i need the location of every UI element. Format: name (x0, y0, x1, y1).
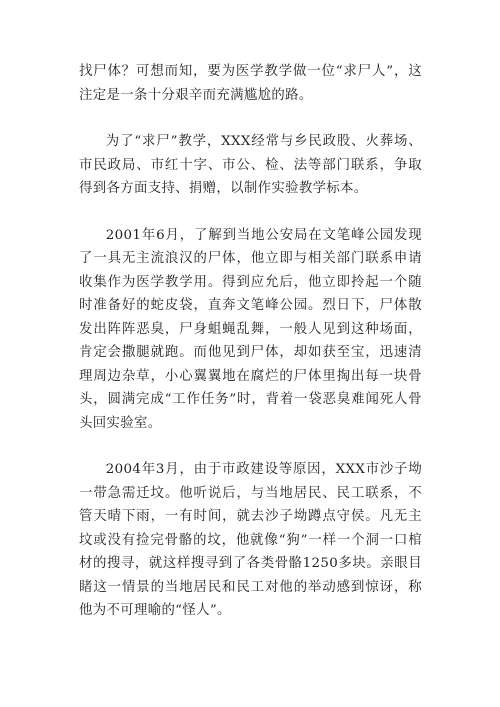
paragraph-2: 为了“求尸”教学，XXX经常与乡民政股、火葬场、市民政局、市红十字、市公、检、法等部门联系，争取得到各方面支持、捐赠，以制作实验教学标本。 (79, 134, 422, 196)
paragraph-3: 2001年6月，了解到当地公安局在文笔峰公园发现了一具无主流浪汉的尸体，他立即与相关部门联系申请收集作为医学教学用。得到应允后，他立即拎起一个随时准备好的蛇皮袋，直奔文笔峰公园。烈日下，尸体散发出阵阵恶臭，尸身蛆蝇乱舞，一般人见到这种场面，肯定会撒腿就跑。而他见到尸体，却如获至宝，迅速清理周边杂草，小心翼翼地在腐烂的尸体里掏出每一块骨头，圆满完成“工作任务”时，背着一袋恶臭难闻死人骨头回实验室。 (79, 227, 422, 431)
paragraph-4: 2004年3月，由于市政建设等原因，XXX市沙子坳一带急需迁坟。他听说后，与当地居民、民工联系，不管天晴下雨，一有时间，就去沙子坳蹲点守侯。凡无主坟或没有捡完骨骼的坟，他就像“狗”一样一个洞一口棺材的搜寻，就这样搜寻到了各类骨骼1250多块。亲眼目睹这一情景的当地居民和民工对他的举动感到惊讶，称他为不可理喻的“怪人”。 (79, 462, 422, 618)
paragraph-1: 找尸体？可想而知，要为医学教学做一位“求尸人”，这注定是一条十分艰辛而充满尴尬的路。 (79, 64, 422, 103)
document-body (79, 60, 422, 623)
paragraph-spacer (79, 107, 422, 130)
paragraph-spacer (79, 201, 422, 224)
paragraph-spacer (79, 435, 422, 458)
